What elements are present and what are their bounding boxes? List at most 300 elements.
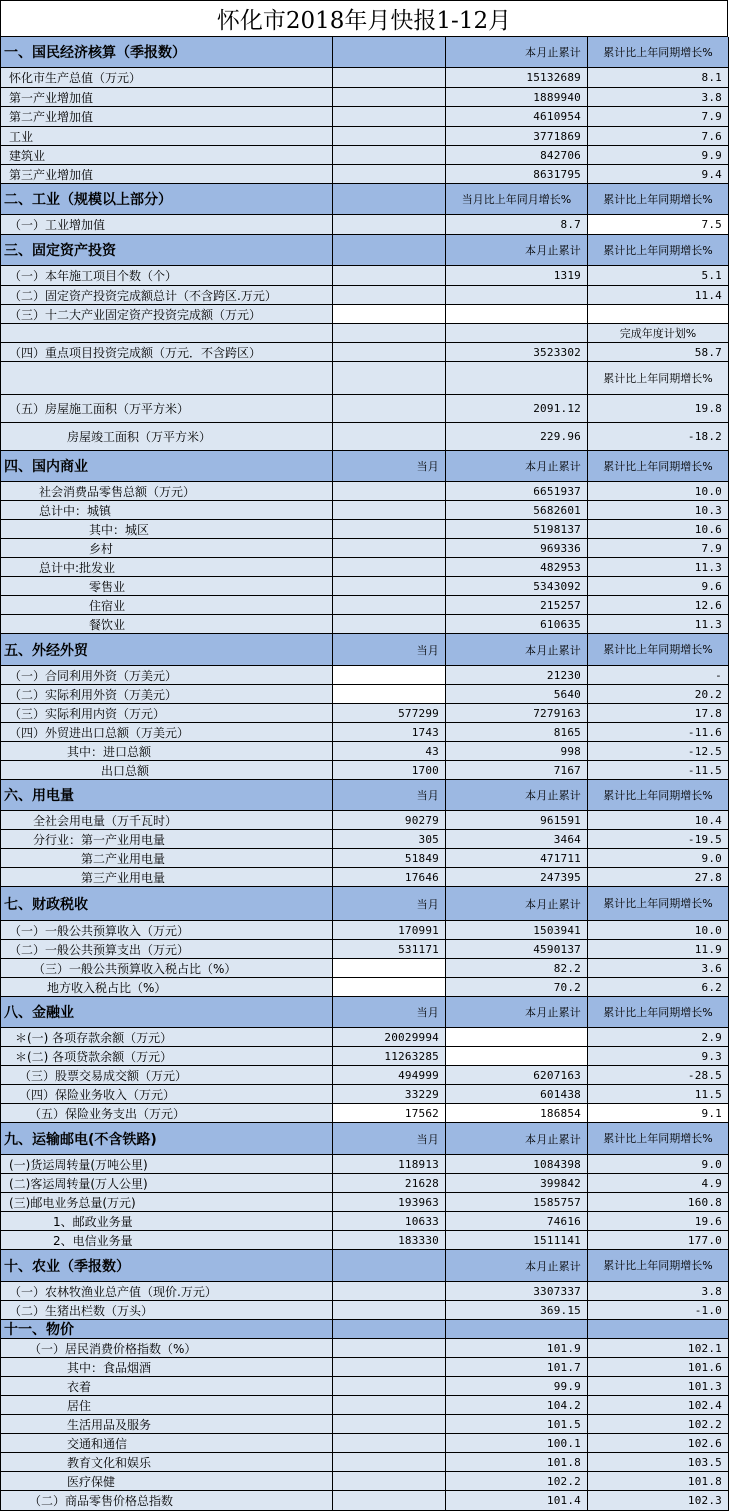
cell-cumulative [446,1123,588,1155]
row-label: （二）固定资产投资完成额总计（不含跨区.万元） [0,286,333,305]
cell-current-month [333,959,446,978]
cell-value: 90279 [404,813,439,827]
cell-cumulative [446,423,588,451]
table-row [0,127,729,146]
table-row [0,811,729,830]
cell-value: 118913 [398,1157,439,1171]
cell-growth-rate [588,596,729,615]
table-row [0,1066,729,1085]
cell-cumulative [446,520,588,539]
cell-value: 本月止累计 [525,897,581,911]
section-header-row [0,1123,729,1155]
cell-value: 82.2 [553,961,581,975]
section-header-row [0,997,729,1028]
cell-cumulative [446,165,588,184]
cell-value: 7.9 [701,541,722,555]
cell-value: 43 [425,744,439,758]
table-row [0,482,729,501]
row-label: 第一产业增加值 [0,88,333,107]
cell-value: 19.8 [694,402,722,415]
row-label: （一）居民消费价格指数（%） [0,1339,333,1358]
table-row [0,520,729,539]
row-label: 总计中：城镇 [0,501,333,520]
cell-cumulative [446,501,588,520]
cell-growth-rate [588,1028,729,1047]
cell-cumulative [446,780,588,811]
cell-current-month [333,1047,446,1066]
row-label: （四）外贸进出口总额（万美元） [0,723,333,742]
table-row [0,539,729,558]
cell-growth-rate [588,1066,729,1085]
cell-value: 11.3 [694,560,722,574]
cell-value: -11.5 [687,763,722,777]
cell-growth-rate [588,997,729,1028]
table-row [0,666,729,685]
cell-current-month [333,921,446,940]
cell-cumulative [446,811,588,830]
row-label: 地方收入税占比（%） [0,978,333,997]
cell-value: 33229 [404,1087,439,1101]
cell-cumulative [446,1212,588,1231]
table-row [0,1174,729,1193]
cell-growth-rate [588,539,729,558]
cell-value: 1700 [411,763,439,777]
cell-growth-rate [588,68,729,88]
cell-current-month [333,1212,446,1231]
cell-value: 51849 [404,851,439,865]
cell-growth-rate [588,146,729,165]
cell-cumulative [446,146,588,165]
cell-growth-rate [588,1320,729,1339]
cell-current-month [333,577,446,596]
cell-current-month [333,395,446,423]
cell-cumulative [446,704,588,723]
cell-cumulative [446,1250,588,1282]
cell-growth-rate [588,685,729,704]
section-header-row [0,184,729,215]
cell-growth-rate [588,1085,729,1104]
cell-growth-rate [588,423,729,451]
cell-current-month [333,305,446,324]
cell-value: 101.6 [687,1360,722,1374]
table-row [0,830,729,849]
section-header-row [0,235,729,266]
cell-value: 103.5 [687,1455,722,1469]
cell-value: 3523302 [533,345,581,359]
cell-cumulative [446,127,588,146]
cell-cumulative [446,997,588,1028]
cell-value: -19.5 [687,832,722,846]
cell-value: - [715,668,722,682]
cell-growth-rate [588,1104,729,1123]
cell-growth-rate [588,1193,729,1212]
cell-cumulative [446,1155,588,1174]
row-label: 怀化市生产总值（万元） [0,68,333,88]
cell-value: 当月 [416,460,439,473]
cell-current-month [333,362,446,395]
cell-value: 183330 [398,1233,439,1247]
cell-growth-rate [588,1155,729,1174]
cell-growth-rate [588,830,729,849]
table-row [0,1396,729,1415]
row-label: ＊(二) 各项贷款余额（万元） [0,1047,333,1066]
cell-current-month [333,501,446,520]
row-label: 第二产业用电量 [0,849,333,868]
cell-current-month [333,107,446,127]
table-row [0,577,729,596]
cell-growth-rate [588,501,729,520]
cell-growth-rate [588,343,729,362]
cell-value: 1319 [553,269,581,282]
row-label: （二）实际利用外资（万美元） [0,685,333,704]
row-label: 出口总额 [0,761,333,780]
cell-current-month [333,868,446,887]
cell-value: 11.9 [694,942,722,956]
cell-current-month [333,1415,446,1434]
cell-value: 11.4 [694,288,722,302]
cell-value: 累计比上年同期增长% [603,897,713,910]
cell-value: 531171 [398,942,439,956]
cell-value: 2.9 [701,1030,722,1044]
section-header-row [0,780,729,811]
cell-value: 101.8 [546,1455,581,1469]
row-label: 1、邮政业务量 [0,1212,333,1231]
cell-value: 1585757 [533,1195,581,1209]
cell-cumulative [446,666,588,685]
cell-value: 193963 [398,1195,439,1209]
row-label: 第三产业增加值 [0,165,333,184]
cell-value: 9.3 [701,1049,722,1063]
cell-cumulative [446,1415,588,1434]
cell-growth-rate [588,451,729,482]
cell-value: 本月止累计 [525,1259,581,1273]
cell-growth-rate [588,520,729,539]
cell-current-month [333,830,446,849]
cell-value: -11.6 [687,725,722,739]
cell-growth-rate [588,704,729,723]
cell-value: 1084398 [533,1157,581,1171]
page-title: 怀化市2018年月快报1-12月 [0,0,728,37]
cell-value: 10.3 [694,503,722,517]
cell-value: 完成年度计划% [619,326,697,340]
cell-growth-rate [588,184,729,215]
row-label: 衣着 [0,1377,333,1396]
table-row [0,1377,729,1396]
cell-value: -18.2 [687,430,722,443]
cell-cumulative [446,37,588,68]
table-row [0,978,729,997]
cell-current-month [333,1066,446,1085]
cell-cumulative [446,324,588,343]
cell-growth-rate [588,1301,729,1320]
cell-cumulative [446,1174,588,1193]
cell-growth-rate [588,940,729,959]
cell-current-month [333,615,446,634]
cell-value: 101.7 [546,1360,581,1374]
row-label: 住宿业 [0,596,333,615]
row-label: 建筑业 [0,146,333,165]
section-title: 九、运输邮电(不含铁路) [0,1123,333,1155]
section-title: 一、国民经济核算（季报数） [0,37,333,68]
cell-value: 10.0 [694,923,722,937]
cell-value: 9.0 [701,851,722,865]
cell-growth-rate [588,235,729,266]
cell-current-month [333,184,446,215]
cell-value: 5.1 [701,269,722,282]
cell-value: 177.0 [687,1233,722,1247]
cell-current-month [333,887,446,921]
cell-growth-rate [588,811,729,830]
row-label: 居住 [0,1396,333,1415]
section-title: 十、农业（季报数） [0,1250,333,1282]
cell-value: 4.9 [701,1176,722,1190]
cell-current-month [333,1491,446,1511]
cell-growth-rate [588,1377,729,1396]
cell-growth-rate [588,666,729,685]
cell-current-month [333,88,446,107]
table-row [0,959,729,978]
cell-value: 27.8 [694,870,722,884]
row-label: （二）生猪出栏数（万头） [0,1301,333,1320]
table-row [0,1104,729,1123]
row-label [0,324,333,343]
cell-current-month [333,978,446,997]
cell-value: 8.7 [560,218,581,231]
cell-growth-rate [588,215,729,235]
cell-value: 9.6 [701,579,722,593]
cell-growth-rate [588,978,729,997]
cell-cumulative [446,577,588,596]
row-label: (一)货运周转量(万吨公里) [0,1155,333,1174]
table-row [0,1472,729,1491]
table-row [0,395,729,423]
table-row [0,1085,729,1104]
cell-current-month [333,1434,446,1453]
cell-value: 21628 [404,1176,439,1190]
cell-growth-rate [588,1047,729,1066]
cell-growth-rate [588,1434,729,1453]
table-row [0,940,729,959]
row-label: （五）保险业务支出（万元） [0,1104,333,1123]
cell-value: 160.8 [687,1195,722,1209]
table-row [0,723,729,742]
cell-cumulative [446,1396,588,1415]
cell-current-month [333,1453,446,1472]
cell-value: 11.3 [694,617,722,631]
cell-current-month [333,742,446,761]
cell-cumulative [446,1231,588,1250]
row-label: ＊(一) 各项存款余额（万元） [0,1028,333,1047]
cell-growth-rate [588,577,729,596]
cell-current-month [333,849,446,868]
cell-value: 累计比上年同期增长% [603,643,713,656]
cell-current-month [333,235,446,266]
row-label: （一）工业增加值 [0,215,333,235]
cell-value: 369.15 [540,1303,581,1317]
cell-value: 4610954 [533,110,581,123]
table-row [0,1193,729,1212]
cell-value: 7279163 [533,706,581,720]
cell-growth-rate [588,1358,729,1377]
cell-value: 104.2 [546,1398,581,1412]
cell-value: 本月止累计 [525,789,581,802]
cell-cumulative [446,1339,588,1358]
cell-value: 70.2 [553,980,581,994]
cell-value: 累计比上年同期增长% [603,45,713,59]
cell-value: 58.7 [694,345,722,359]
cell-cumulative [446,235,588,266]
row-label: 餐饮业 [0,615,333,634]
row-label: （三）一般公共预算收入税占比（%） [0,959,333,978]
section-title: 四、国内商业 [0,451,333,482]
cell-value: 399842 [540,1176,581,1190]
cell-value: 3.8 [701,1284,722,1298]
cell-cumulative [446,107,588,127]
cell-cumulative [446,1434,588,1453]
table-row [0,1028,729,1047]
cell-value: 170991 [398,923,439,937]
cell-current-month [333,723,446,742]
table-row [0,1415,729,1434]
table-row [0,685,729,704]
table-row [0,868,729,887]
cell-value: 7.9 [701,110,722,123]
row-label: (三)邮电业务总量(万元) [0,1193,333,1212]
cell-value: 12.6 [694,598,722,612]
row-label: 乡村 [0,539,333,558]
cell-value: 11.5 [694,1087,722,1101]
table-row [0,286,729,305]
cell-current-month [333,761,446,780]
table-row [0,1231,729,1250]
section-header-row [0,1250,729,1282]
cell-value: 10.4 [694,813,722,827]
row-label: （一）农林牧渔业总产值（现价.万元） [0,1282,333,1301]
table-row [0,68,729,88]
cell-value: 102.3 [687,1494,722,1507]
cell-value: 215257 [540,598,581,612]
table-row [0,1491,729,1511]
row-label: （一）一般公共预算收入（万元） [0,921,333,940]
cell-growth-rate [588,362,729,395]
cell-value: 当月比上年同月增长% [461,192,572,206]
cell-value: 5198137 [533,522,581,536]
cell-cumulative [446,184,588,215]
row-label: 总计中:批发业 [0,558,333,577]
cell-cumulative [446,1358,588,1377]
cell-value: 1511141 [533,1233,581,1247]
cell-value: 5682601 [533,503,581,517]
row-label: 零售业 [0,577,333,596]
table-row [0,266,729,286]
cell-current-month [333,1301,446,1320]
cell-current-month [333,127,446,146]
cell-value: 本月止累计 [525,244,581,257]
section-header-row [0,887,729,921]
table-row [0,423,729,451]
cell-growth-rate [588,107,729,127]
row-label: 2、电信业务量 [0,1231,333,1250]
cell-growth-rate [588,615,729,634]
cell-growth-rate [588,1472,729,1491]
cell-growth-rate [588,1415,729,1434]
cell-current-month [333,1231,446,1250]
row-label: 其中：进口总额 [0,742,333,761]
cell-value: 累计比上年同期增长% [603,371,713,385]
cell-value: 9.1 [701,1106,722,1120]
table-row [0,88,729,107]
cell-cumulative [446,215,588,235]
cell-growth-rate [588,1453,729,1472]
cell-current-month [333,596,446,615]
table-row [0,107,729,127]
cell-current-month [333,1250,446,1282]
cell-growth-rate [588,849,729,868]
cell-value: 4590137 [533,942,581,956]
cell-value: 1503941 [533,923,581,937]
cell-cumulative [446,959,588,978]
section-title: 二、工业（规模以上部分） [0,184,333,215]
cell-current-month [333,520,446,539]
cell-cumulative [446,1301,588,1320]
cell-current-month [333,1339,446,1358]
table-row [0,501,729,520]
cell-value: 7167 [553,763,581,777]
section-title: 八、金融业 [0,997,333,1028]
cell-current-month [333,68,446,88]
cell-value: 7.5 [701,218,722,231]
cell-value: 6651937 [533,484,581,498]
cell-current-month [333,1155,446,1174]
table-row [0,1453,729,1472]
cell-cumulative [446,1047,588,1066]
row-label: （三）十二大产业固定资产投资完成额（万元） [0,305,333,324]
cell-value: 累计比上年同期增长% [603,459,713,473]
cell-value: 8.1 [701,71,722,84]
cell-value: 9.9 [701,148,722,162]
cell-cumulative [446,615,588,634]
row-label: 房屋竣工面积（万平方米） [0,423,333,451]
cell-cumulative [446,1491,588,1511]
cell-value: 8165 [553,725,581,739]
cell-cumulative [446,68,588,88]
cell-cumulative [446,1377,588,1396]
cell-current-month [333,1320,446,1339]
cell-value: 当月 [416,1132,439,1146]
cell-value: 9.4 [701,167,722,181]
cell-current-month [333,1028,446,1047]
section-header-row [0,451,729,482]
cell-cumulative [446,558,588,577]
row-label [0,362,333,395]
cell-value: 5640 [553,687,581,701]
section-title: 十一、物价 [0,1320,333,1339]
cell-current-month [333,666,446,685]
cell-value: 累计比上年同期增长% [603,243,713,257]
cell-value: 229.96 [540,430,581,443]
cell-value: 本月止累计 [525,460,581,473]
cell-value: 3464 [553,832,581,846]
cell-current-month [333,1472,446,1491]
cell-value: 471711 [540,851,581,865]
cell-cumulative [446,761,588,780]
table-row [0,1434,729,1453]
cell-value: 998 [560,744,581,758]
cell-cumulative [446,940,588,959]
row-label: 分行业：第一产业用电量 [0,830,333,849]
cell-cumulative [446,1320,588,1339]
cell-cumulative [446,868,588,887]
